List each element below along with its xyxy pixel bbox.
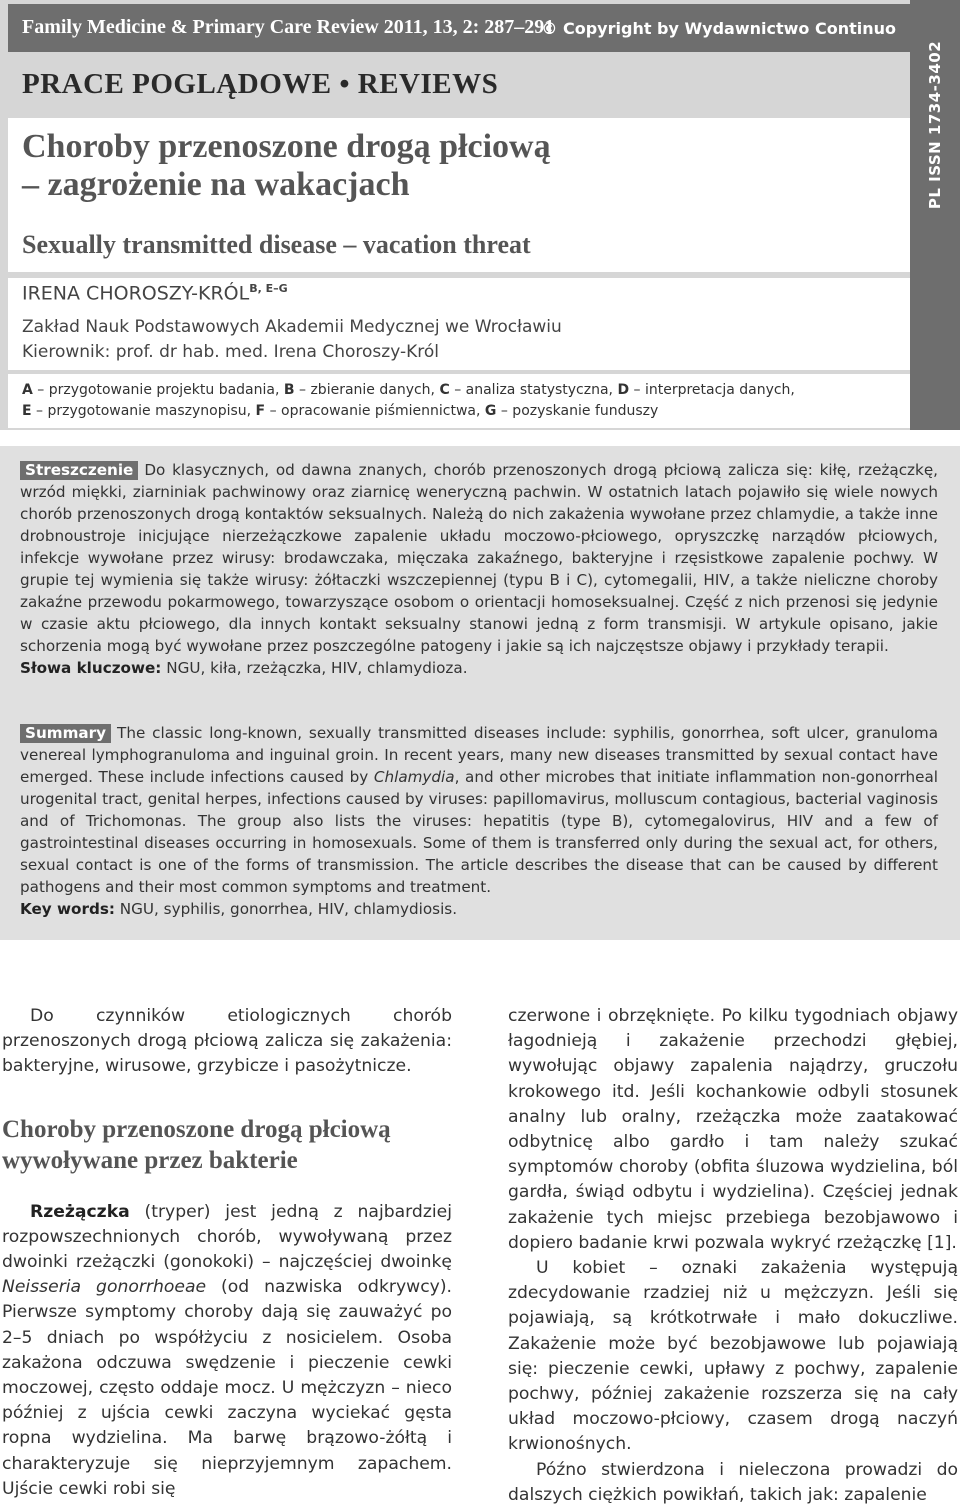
abstract-en-text-1: The classic long-known, sexually transmitted diseases include: syphilis, gonorrhea, soft ulcer, granuloma venereal lymphogranuloma and inguinal groin. In recent years, many new diseases transmitted by sexual contact have emerged. These include infections caused by (20, 724, 938, 786)
keywords-en-label: Key words: (20, 900, 115, 918)
abstract-en-italic: Chlamydia (373, 768, 455, 786)
keywords-en (20, 898, 938, 920)
body-paragraph: U kobiet – oznaki zakażenia występują zdecydowanie rzadziej niż u mężczyzn. Jeśli się pojawiają, są krótkotrwałe i mało dokuczliwe. Zakażenie może być bezobjawowe lub pojawiają się: pieczenie cewki, upławy z pochwy, zapalenie pochwy, później zakażenie rozszerza się na cały układ moczowo-płciowy, czasem drogą naczyń krwionośnych. (508, 1258, 958, 1455)
author-text: IRENA CHOROSZY-KRÓL (22, 282, 250, 305)
keywords-en-text: NGU, syphilis, gonorrhea, HIV, chlamydiosis. (114, 900, 458, 918)
abstract-en (20, 722, 938, 920)
keywords-pl-label: Słowa kluczowe: (20, 659, 162, 677)
roles-line-1 (22, 380, 795, 401)
body-paragraph: Do czynników etiologicznych chorób przenoszonych drogą płciową zalicza się zakażenia: bakteryjne, wirusowe, grzybicze i pasożytnicze. (2, 1006, 452, 1077)
article-title-pl (22, 128, 722, 204)
issn-label: PL ISSN 1734-3402 (926, 40, 944, 210)
abstract-pl-label: Streszczenie (20, 461, 138, 480)
contribution-roles (22, 380, 795, 422)
author-name (22, 282, 288, 304)
body-section-heading: Choroby przenoszone drogą płciową wywoływane przez bakterie (2, 1115, 391, 1174)
body-paragraph: Późno stwierdzona i nieleczona prowadzi do dalszych ciężkich powikłań, takich jak: zapalenie (508, 1459, 958, 1505)
body-paragraph: czerwone i obrzęknięte. Po kilku tygodniach objawy łagodnieją i zakażenie przechodzi głębiej, wywołując objawy zapalenia najądrzy, gruczołu krokowego itd. Jeśli kochankowie odbyli stosunek analny lub oralny, rzeżączka może zaatakować odbytnicę albo gardło i tam należy szukać symptomów choroby (obfita śluzowa wydzielina, ból gardła, świąd odbytu i wydzielina). Częściej jednak zakażenie tych miejsc przebiega bezobjawowo i dopiero badanie krwi pozwala wykryć rzeżączkę [1]. (508, 1006, 958, 1253)
title-pl-line-1: Choroby przenoszone drogą płciową (22, 128, 551, 165)
author-roles-sup: B, E–G (249, 282, 288, 295)
affiliation: Zakład Nauk Podstawowych Akademii Medycznej we Wrocławiu (22, 317, 562, 337)
role-key: G (484, 403, 497, 419)
journal-citation: Family Medicine & Primary Care Review 2011, 13, 2: 287–291 (22, 16, 555, 38)
affiliation-block (22, 315, 562, 365)
article-title-en: Sexually transmitted disease – vacation threat (22, 230, 531, 259)
role-key: D (617, 382, 630, 398)
role-desc: – interpretacja danych, (629, 382, 795, 398)
abstract-en-body (20, 722, 938, 898)
roles-line-2 (22, 401, 795, 422)
body-column-right (508, 1004, 958, 1508)
section-title: PRACE POGLĄDOWE • REVIEWS (22, 68, 499, 100)
role-key: A (22, 382, 33, 398)
keywords-pl-text: NGU, kiła, rzeżączka, HIV, chlamydioza. (161, 659, 468, 677)
head-of-department: Kierownik: prof. dr hab. med. Irena Choroszy-Król (22, 342, 439, 362)
copyright-notice: © Copyright by Wydawnictwo Continuo (541, 19, 896, 38)
keywords-pl (20, 657, 938, 679)
abstract-pl (20, 459, 938, 679)
body-text: (tryper) jest jedną z najbardziej rozpowszechnionych chorób, wywoływaną przez dwoinki rzeżączki (gonokoki) – najczęściej dwoinkę (2, 1201, 452, 1273)
issn-container (910, 0, 960, 250)
role-key: F (255, 403, 266, 419)
term-italic: Neisseria gonorrhoeae (2, 1277, 207, 1298)
role-key: E (22, 403, 32, 419)
role-key: C (439, 382, 450, 398)
journal-bar (8, 4, 910, 52)
body-column-left (2, 1004, 452, 1502)
abstract-en-text-2: , and other microbes that initiate inflammation non-gonorrheal urogenital tract, genital herpes, infections caused by viruses: papillomavirus, molluscum contagious, bacterial vaginosis and of Trichomonas. The group also lists the viruses: hepatitis (type B), cytomegalovirus, HIV and a few of gastrointestinal diseases occurring in homosexuals. Some of them is transferred only during the sexual act, for others, sexual contact is one of the forms of transmission. The article describes the disease that can be caused by different pathogens and their most common symptoms and treatment. (20, 768, 938, 896)
role-desc: – przygotowanie projektu badania, (32, 382, 284, 398)
abstract-en-label: Summary (20, 724, 111, 743)
term-bold: Rzeżączka (30, 1201, 130, 1222)
body-text: (od nazwiska odkrywcy). Pierwsze symptomy choroby dają się zauważyć po 2–5 dniach po współżyciu z nosicielem. Osoba zakażona odczuwa swędzenie i pieczenie cewki moczowej, często oddaje mocz. U mężczyzn – nieco później z ujścia cewki zaczyna wyciekać gęsta ropna wydzielina. Ma barwę brązowo-żółtą i charakteryzuje się nieprzyjemnym zapachem. Ujście cewki robi się (2, 1277, 452, 1499)
role-desc: – opracowanie piśmiennictwa, (265, 403, 485, 419)
abstract-pl-body (20, 459, 938, 657)
body-paragraph (2, 1200, 452, 1502)
role-desc: – analiza statystyczna, (449, 382, 618, 398)
title-pl-line-2: – zagrożenie na wakacjach (22, 166, 410, 203)
role-desc: – przygotowanie maszynopisu, (31, 403, 256, 419)
role-desc: – pozyskanie funduszy (496, 403, 659, 419)
role-desc: – zbieranie danych, (294, 382, 440, 398)
abstract-pl-text: Do klasycznych, od dawna znanych, chorób przenoszonych drogą płciową zalicza się: kiłę, rzeżączkę, wrzód miękki, ziarniniak pachwinowy oraz ziarnicę weneryczną pachwin. W ostatnich latach pojawiło się wiele nowych chorób przenoszonych drogą kontaktów seksualnych. Należą do nich zakażenia wywołane przez chlamydie, a także inne drobnoustroje inicjujące nierzeżączkowe zapalenie układu moczowo-płciowego, opryszczkę narządów płciowych, infekcje wywołane przez wirusy: brodawczaka, mięczaka zakaźnego, bakteryjne i rzęsistkowe zapalenie pochwy. W grupie tej wymienia się także wirusy: żółtaczki wszczepiennej (typu B i C), cytomegalii, HIV, a także nieliczne choroby zakaźne przewodu pokarmowego, towarzyszące osobom o orientacji homoseksualnej. Część z nich przenosi się jedynie w czasie aktu płciowego, dla innych kontakt seksualny stanowi jedną z form transmisji. W artykule opisano, jakie schorzenia mogą być wywołane przez poszczególne patogeny i jakie są ich najczęstsze objawy i przykłady terapii. (20, 461, 938, 655)
role-key: B (283, 382, 295, 398)
